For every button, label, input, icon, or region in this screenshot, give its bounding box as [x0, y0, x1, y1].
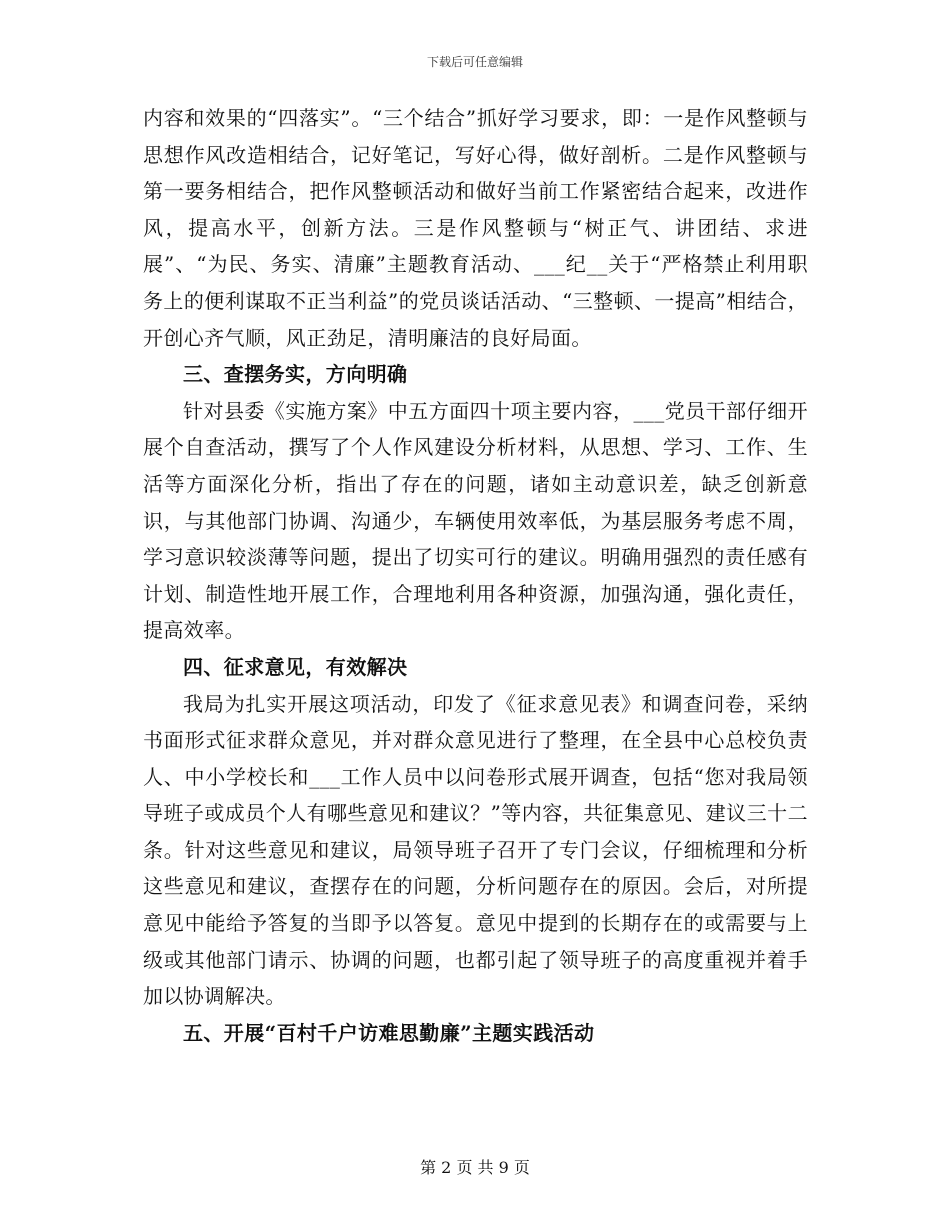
section-heading-3: 三、查摆务实，方向明确	[183, 362, 408, 387]
paragraph-section-4: 我局为扎实开展这项活动，印发了《征求意见表》和调查问卷，采纳书面形式征求群众意见，并对群众意见进行了整理，在全县中心总校负责人、中小学校长和___工作人员中以问卷形式展开调查，包括“您对我局领导班子或成员个人有哪些意见和建议？”等内容，共征集意见、建议三十二条。针对这些意见和建议，局领导班子召开了专门会议，仔细梳理和分析这些意见和建议，查摆存在的问题，分析问题存在的原因。会后，对所提意见中能给予答复的当即予以答复。意见中提到的长期存在的或需要与上级或其他部门请示、协调的问题，也都引起了领导班子的高度重视并着手加以协调解决。	[143, 691, 808, 1009]
page-header: 下载后可任意编辑	[426, 55, 523, 69]
section-heading-5: 五、开展“百村千户访难思勤廉”主题实践活动	[183, 1020, 595, 1045]
paragraph-section-3: 针对县委《实施方案》中五方面四十项主要内容，___党员干部仔细开展个自查活动，撰写了个人作风建设分析材料，从思想、学习、工作、生活等方面深化分析，指出了存在的问题，诸如主动意识差，缺乏创新意识，与其他部门协调、沟通少，车辆使用效率低，为基层服务考虑不周，学习意识较淡薄等问题，提出了切实可行的建议。明确用强烈的责任感有计划、制造性地开展工作，合理地利用各种资源，加强沟通，强化责任，提高效率。	[143, 398, 808, 643]
page-number: 第 2 页 共 9 页	[420, 1158, 530, 1177]
paragraph-continuation: 内容和效果的“四落实”。“三个结合”抓好学习要求，即：一是作风整顿与思想作风改造相结合，记好笔记，写好心得，做好剖析。二是作风整顿与第一要务相结合，把作风整顿活动和做好当前工作紧密结合起来，改进作风，提高水平，创新方法。三是作风整顿与“树正气、讲团结、求进展”、“为民、务实、清廉”主题教育活动、___纪__关于“严格禁止利用职务上的便利谋取不正当利益”的党员谈话活动、“三整顿、一提高”相结合，开创心齐气顺，风正劲足，清明廉洁的良好局面。	[143, 106, 808, 350]
section-heading-4: 四、征求意见，有效解决	[183, 654, 408, 679]
document-body	[143, 100, 808, 1051]
